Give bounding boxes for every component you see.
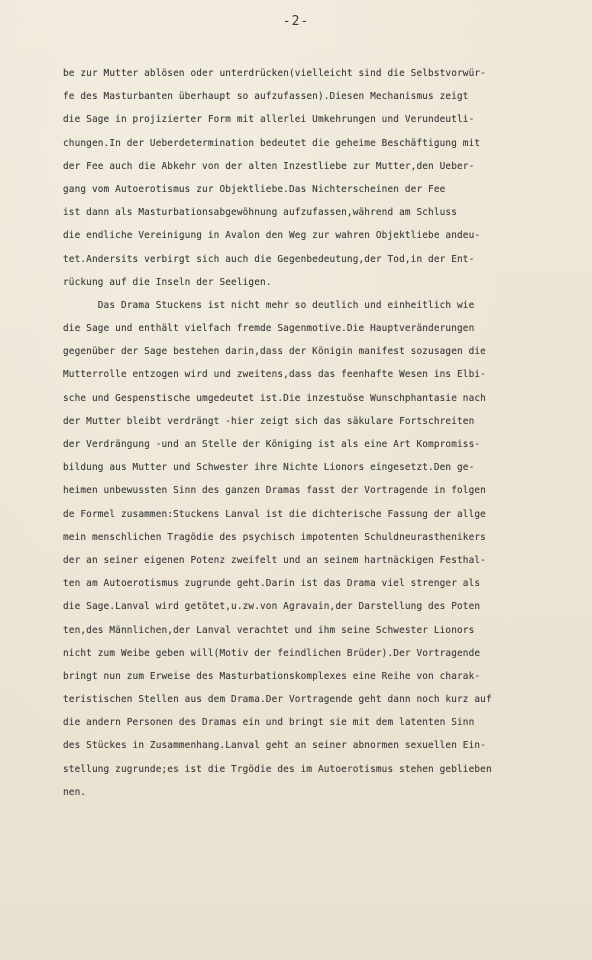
text-line: fe des Masturbanten überhaupt so aufzufassen).Diesen Mechanismus zeigt [63,91,469,103]
text-line: nen. [63,786,87,798]
text-line: bildung aus Mutter und Schwester ihre Nichte Lionors eingesetzt.Den ge- [63,462,475,474]
page-number: -2- [282,14,310,29]
text-line: Das Drama Stuckens ist nicht mehr so deutlich und einheitlich wie [63,299,475,311]
text-line: heimen unbewussten Sinn des ganzen Dramas fasst der Vortragende in folgen [63,485,486,497]
text-line: ist dann als Masturbationsabgewöhnung aufzufassen,während am Schluss [63,207,458,219]
text-line: tet.Andersits verbirgt sich auch die Gegenbedeutung,der Tod,in der Ent- [63,253,475,265]
text-line: der Fee auch die Abkehr von der alten Inzestliebe zur Mutter,den Ueber- [63,160,475,172]
text-line: rückung auf die Inseln der Seeligen. [63,276,272,288]
body-text [63,62,592,804]
text-line: gang vom Autoerotismus zur Objektliebe.Das Nichterscheinen der Fee [63,183,446,195]
text-line: ten,des Männlichen,der Lanval verachtet und ihm seine Schwester Lionors [63,624,475,636]
text-line: die andern Personen des Dramas ein und bringt sie mit dem latenten Sinn [63,717,475,729]
text-line: de Formel zusammen:Stuckens Lanval ist die dichterische Fassung der allge [63,508,486,520]
text-line: sche und Gespenstische umgedeutet ist.Die inzestuöse Wunschphantasie nach [63,392,486,404]
text-line: die Sage.Lanval wird getötet,u.zw.von Agravain,der Darstellung des Poten [63,601,481,613]
text-line: mein menschlichen Tragödie des psychisch impotenten Schuldneurasthenikers [63,531,486,543]
text-line: gegenüber der Sage bestehen darin,dass der Königin manifest sozusagen die [63,346,486,358]
text-line: die endliche Vereinigung in Avalon den Weg zur wahren Objektliebe andeu- [63,230,481,242]
text-line: der an seiner eigenen Potenz zweifelt und an seinem hartnäckigen Festhal- [63,554,486,566]
text-line: der Verdrängung -und an Stelle der Königing ist als eine Art Kompromiss- [63,439,481,450]
text-line: stellung zugrunde;es ist die Trgödie des im Autoerotismus stehen geblieben [63,763,492,775]
text-line: die Sage in projizierter Form mit allerlei Umkehrungen und Verundeutli- [63,114,475,126]
text-line: des Stückes in Zusammenhang.Lanval geht an seiner abnormen sexuellen Ein- [63,740,486,752]
text-line: chungen.In der Ueberdetermination bedeutet die geheime Beschäftigung mit [63,137,481,149]
text-line: be zur Mutter ablösen oder unterdrücken(vielleicht sind die Selbstvorwür- [63,68,486,79]
text-line: die Sage und enthält vielfach fremde Sagenmotive.Die Hauptveränderungen [63,323,475,335]
text-line: nicht zum Weibe geben will(Motiv der feindlichen Brüder).Der Vortragende [63,647,481,659]
text-line: ten am Autoerotismus zugrunde geht.Darin ist das Drama viel strenger als [63,578,481,590]
text-line: der Mutter bleibt verdrängt -hier zeigt sich das säkulare Fortschreiten [63,415,475,427]
text-line: bringt nun zum Erweise des Masturbationskomplexes eine Reihe von charak- [63,670,481,682]
text-line: teristischen Stellen aus dem Drama.Der Vortragende geht dann noch kurz auf [63,694,492,706]
text-line: Mutterrolle entzogen wird und zweitens,dass das feenhafte Wesen ins Elbi- [63,369,486,381]
